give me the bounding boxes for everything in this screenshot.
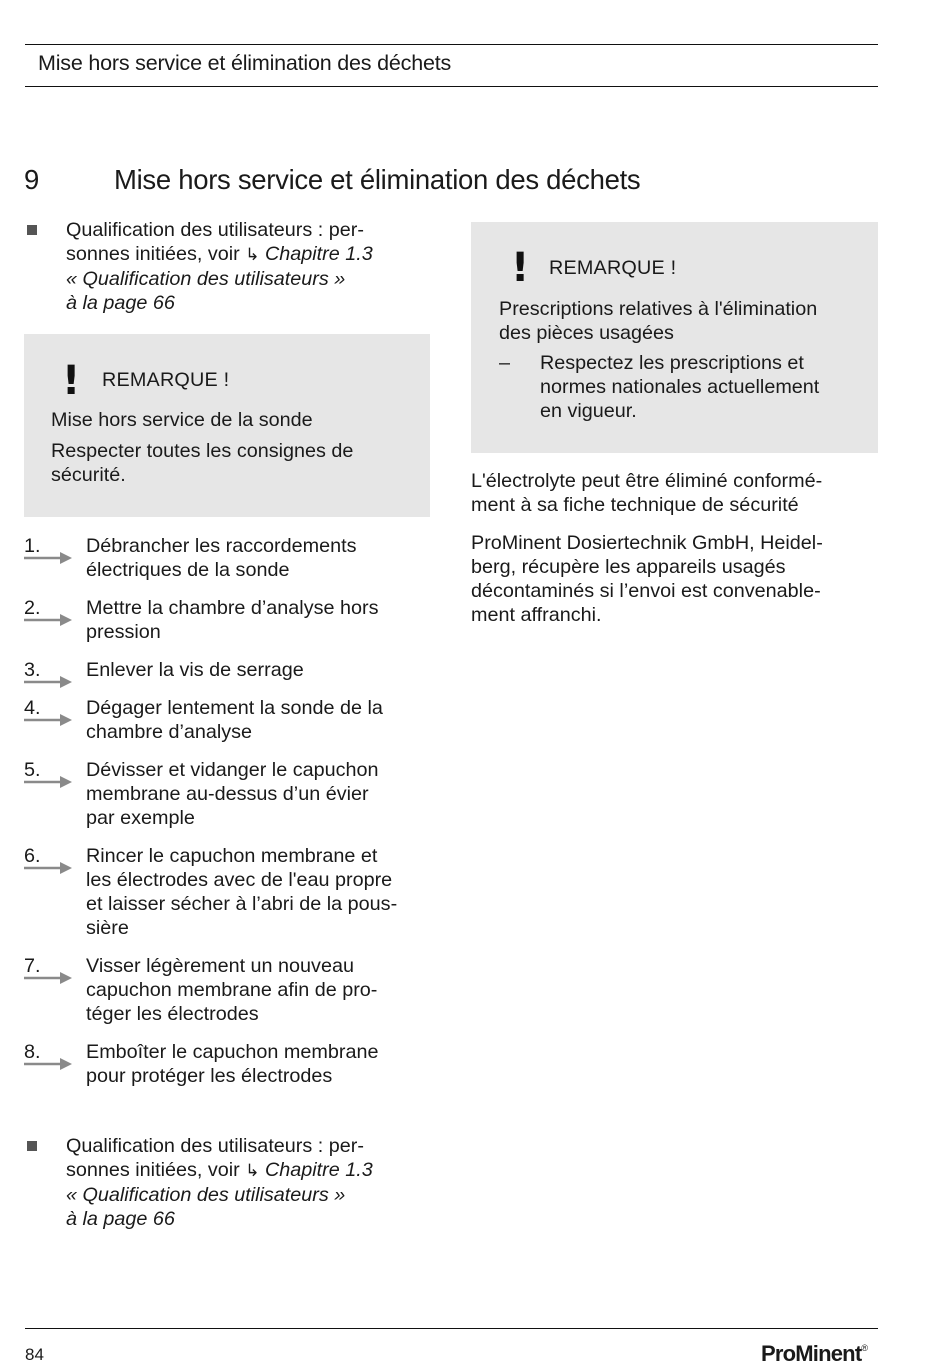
cross-reference-icon: ↳ bbox=[245, 1161, 260, 1180]
disposal-notice-box bbox=[471, 222, 878, 453]
step-7: 7. Visser légèrement un nouveau capuchon membrane afin de pro- téger les électrodes bbox=[24, 955, 378, 1025]
notice-title: REMARQUE ! bbox=[549, 257, 677, 279]
header-rule-bottom bbox=[25, 86, 878, 87]
qualification-label: Qualification des utilisateurs : bbox=[66, 219, 324, 241]
chapter-number: 9 bbox=[24, 164, 39, 195]
notice-heading: Mise hors service de la sonde bbox=[51, 409, 313, 431]
step-2: 2. Mettre la chambre d’analyse hors pression bbox=[24, 597, 379, 643]
step-arrow-icon bbox=[24, 972, 72, 984]
chapter-reference-link[interactable]: Chapitre 1.3 bbox=[264, 1159, 373, 1181]
step-number: 3. bbox=[24, 659, 41, 681]
step-number: 6. bbox=[24, 845, 41, 867]
chapter-reference-link[interactable]: Chapitre 1.3 bbox=[264, 243, 373, 265]
step-1: 1. Débrancher les raccordements électriques de la sonde bbox=[24, 535, 357, 581]
page-number: 84 bbox=[25, 1345, 44, 1364]
cross-reference-icon: ↳ bbox=[245, 245, 260, 264]
step-arrow-icon bbox=[24, 1058, 72, 1070]
chapter-title: Mise hors service et élimination des déchets bbox=[114, 164, 641, 195]
square-bullet-icon bbox=[27, 1141, 37, 1151]
step-arrow-icon bbox=[24, 676, 72, 688]
notice-box bbox=[24, 334, 430, 517]
take-back-paragraph: ProMinent Dosiertechnik GmbH, Heidel- berg, récupère les appareils usagés décontaminés si l’envoi est convenable- ment affranchi. bbox=[471, 532, 823, 626]
step-3: 3. Enlever la vis de serrage bbox=[24, 658, 432, 682]
notice-heading: Prescriptions relatives à l'élimination des pièces usagées bbox=[499, 298, 818, 344]
step-6: 6. Rincer le capuchon membrane et les électrodes avec de l'eau propre et laisser sécher à l’abri de la pous- sière bbox=[24, 845, 398, 939]
step-5: 5. Dévisser et vidanger le capuchon membrane au-dessus d’un évier par exemple bbox=[24, 759, 379, 829]
left-column bbox=[24, 218, 432, 1231]
step-arrow-icon bbox=[24, 714, 72, 726]
footer-rule bbox=[25, 1328, 878, 1329]
notice-dash-item: – Respectez les prescriptions et normes nationales actuellement en vigueur. bbox=[499, 352, 820, 422]
exclamation-icon: ! bbox=[62, 358, 81, 404]
prominent-logo: ProMinent® bbox=[761, 1341, 868, 1366]
step-arrow-icon bbox=[24, 552, 72, 564]
right-column bbox=[471, 222, 878, 641]
user-qualification-note-2: Qualification des utilisateurs : per- sonnes initiées, voir ↳ Chapitre 1.3 « Qualification des utilisateurs » à la page 66 bbox=[24, 1134, 432, 1231]
step-8: 8. Emboîter le capuchon membrane pour protéger les électrodes bbox=[24, 1041, 379, 1087]
header-rule-top bbox=[25, 44, 878, 45]
step-number: 5. bbox=[24, 759, 41, 781]
exclamation-icon: ! bbox=[511, 245, 530, 291]
notice-body: Respecter toutes les consignes de sécurité. bbox=[51, 440, 354, 486]
notice-title: REMARQUE ! bbox=[102, 369, 230, 391]
square-bullet-icon bbox=[27, 225, 37, 235]
step-arrow-icon bbox=[24, 776, 72, 788]
user-qualification-note: Qualification des utilisateurs : per- sonnes initiées, voir ↳ Chapitre 1.3 « Qualification des utilisateurs » à la page 66 bbox=[24, 218, 432, 315]
step-number: 8. bbox=[24, 1041, 41, 1063]
step-4: 4. Dégager lentement la sonde de la chambre d’analyse bbox=[24, 697, 383, 743]
step-number: 2. bbox=[24, 597, 41, 619]
step-arrow-icon bbox=[24, 614, 72, 626]
step-number: 7. bbox=[24, 955, 41, 977]
running-header-title: Mise hors service et élimination des déchets bbox=[38, 51, 452, 75]
procedure-steps bbox=[24, 534, 432, 1088]
step-arrow-icon bbox=[24, 862, 72, 874]
step-number: 1. bbox=[24, 535, 41, 557]
electrolyte-paragraph: L'électrolyte peut être éliminé conformé- ment à sa fiche technique de sécurité bbox=[471, 470, 823, 516]
qualification-label: Qualification des utilisateurs : bbox=[66, 1135, 324, 1157]
step-number: 4. bbox=[24, 697, 41, 719]
